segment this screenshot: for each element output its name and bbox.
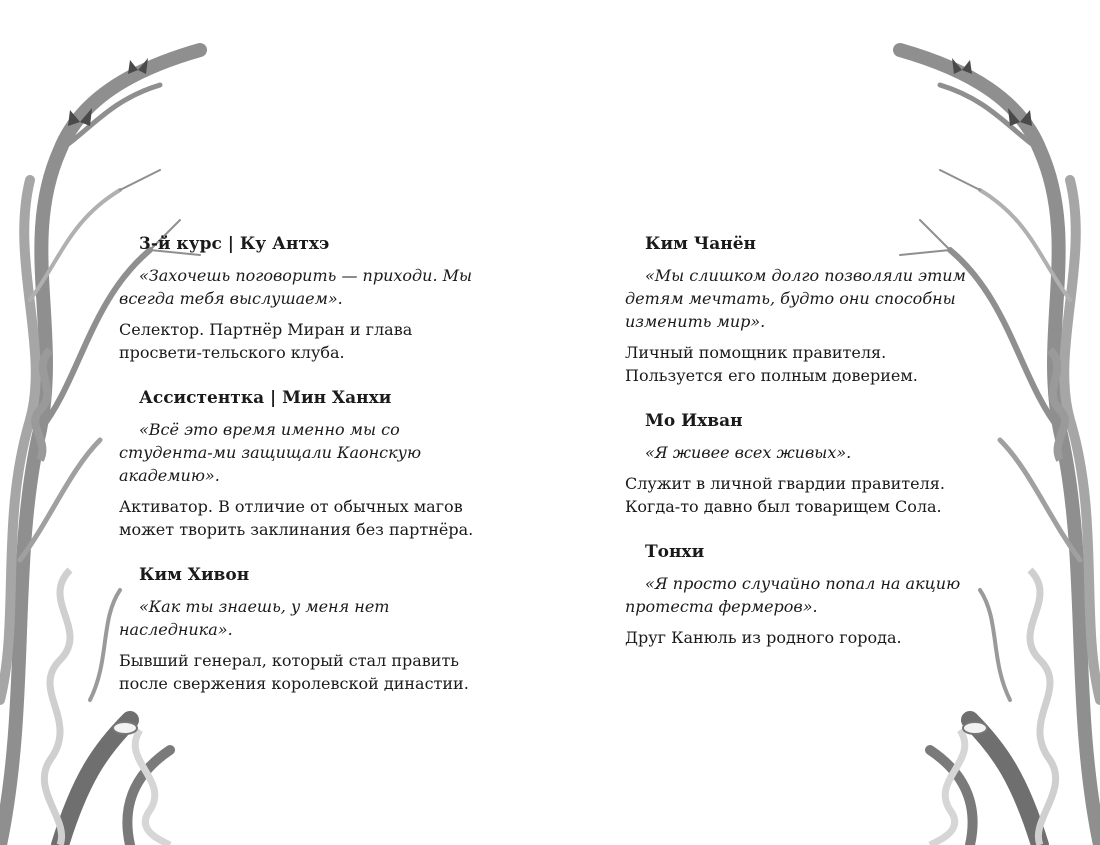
character-quote: «Мы слишком долго позволяли этим детям мечтать, будто они способны изменить мир». <box>625 266 966 331</box>
character-quote: «Захочешь поговорить — приходи. Мы всегда тебя выслушаем». <box>119 266 473 308</box>
character-description: Служит в личной гвардии правителя. Когда-то давно был товарищем Сола. <box>625 474 945 516</box>
character-description: Бывший генерал, который стал править после свержения королевской династии. <box>119 651 469 693</box>
character-entry <box>625 232 985 387</box>
character-description: Личный помощник правителя. Пользуется его полным доверием. <box>625 343 918 385</box>
character-quote: «Как ты знаешь, у меня нет наследника». <box>119 597 390 639</box>
character-name: Ким Хивон <box>139 565 250 585</box>
character-entry <box>119 563 479 695</box>
right-page-column <box>625 232 985 671</box>
character-description: Друг Канюль из родного города. <box>625 628 902 647</box>
character-name: 3-й курс | Ку Антхэ <box>139 234 330 254</box>
character-entry <box>119 386 479 541</box>
character-description: Селектор. Партнёр Миран и глава просвети-тельского клуба. <box>119 320 413 362</box>
character-name: Мо Ихван <box>645 411 743 431</box>
character-entry <box>119 232 479 364</box>
character-entry <box>625 409 985 518</box>
character-name: Тонхи <box>645 542 705 562</box>
character-quote: «Я просто случайно попал на акцию протеста фермеров». <box>625 574 961 616</box>
character-name: Ким Чанён <box>645 234 756 254</box>
character-quote: «Я живее всех живых». <box>645 443 852 462</box>
character-quote: «Всё это время именно мы со студента-ми защищали Каонскую академию». <box>119 420 422 485</box>
character-entry <box>625 540 985 649</box>
character-name: Ассистентка | Мин Ханхи <box>139 388 392 408</box>
character-description: Активатор. В отличие от обычных магов может творить заклинания без партнёра. <box>119 497 474 539</box>
left-page-column <box>119 232 479 717</box>
